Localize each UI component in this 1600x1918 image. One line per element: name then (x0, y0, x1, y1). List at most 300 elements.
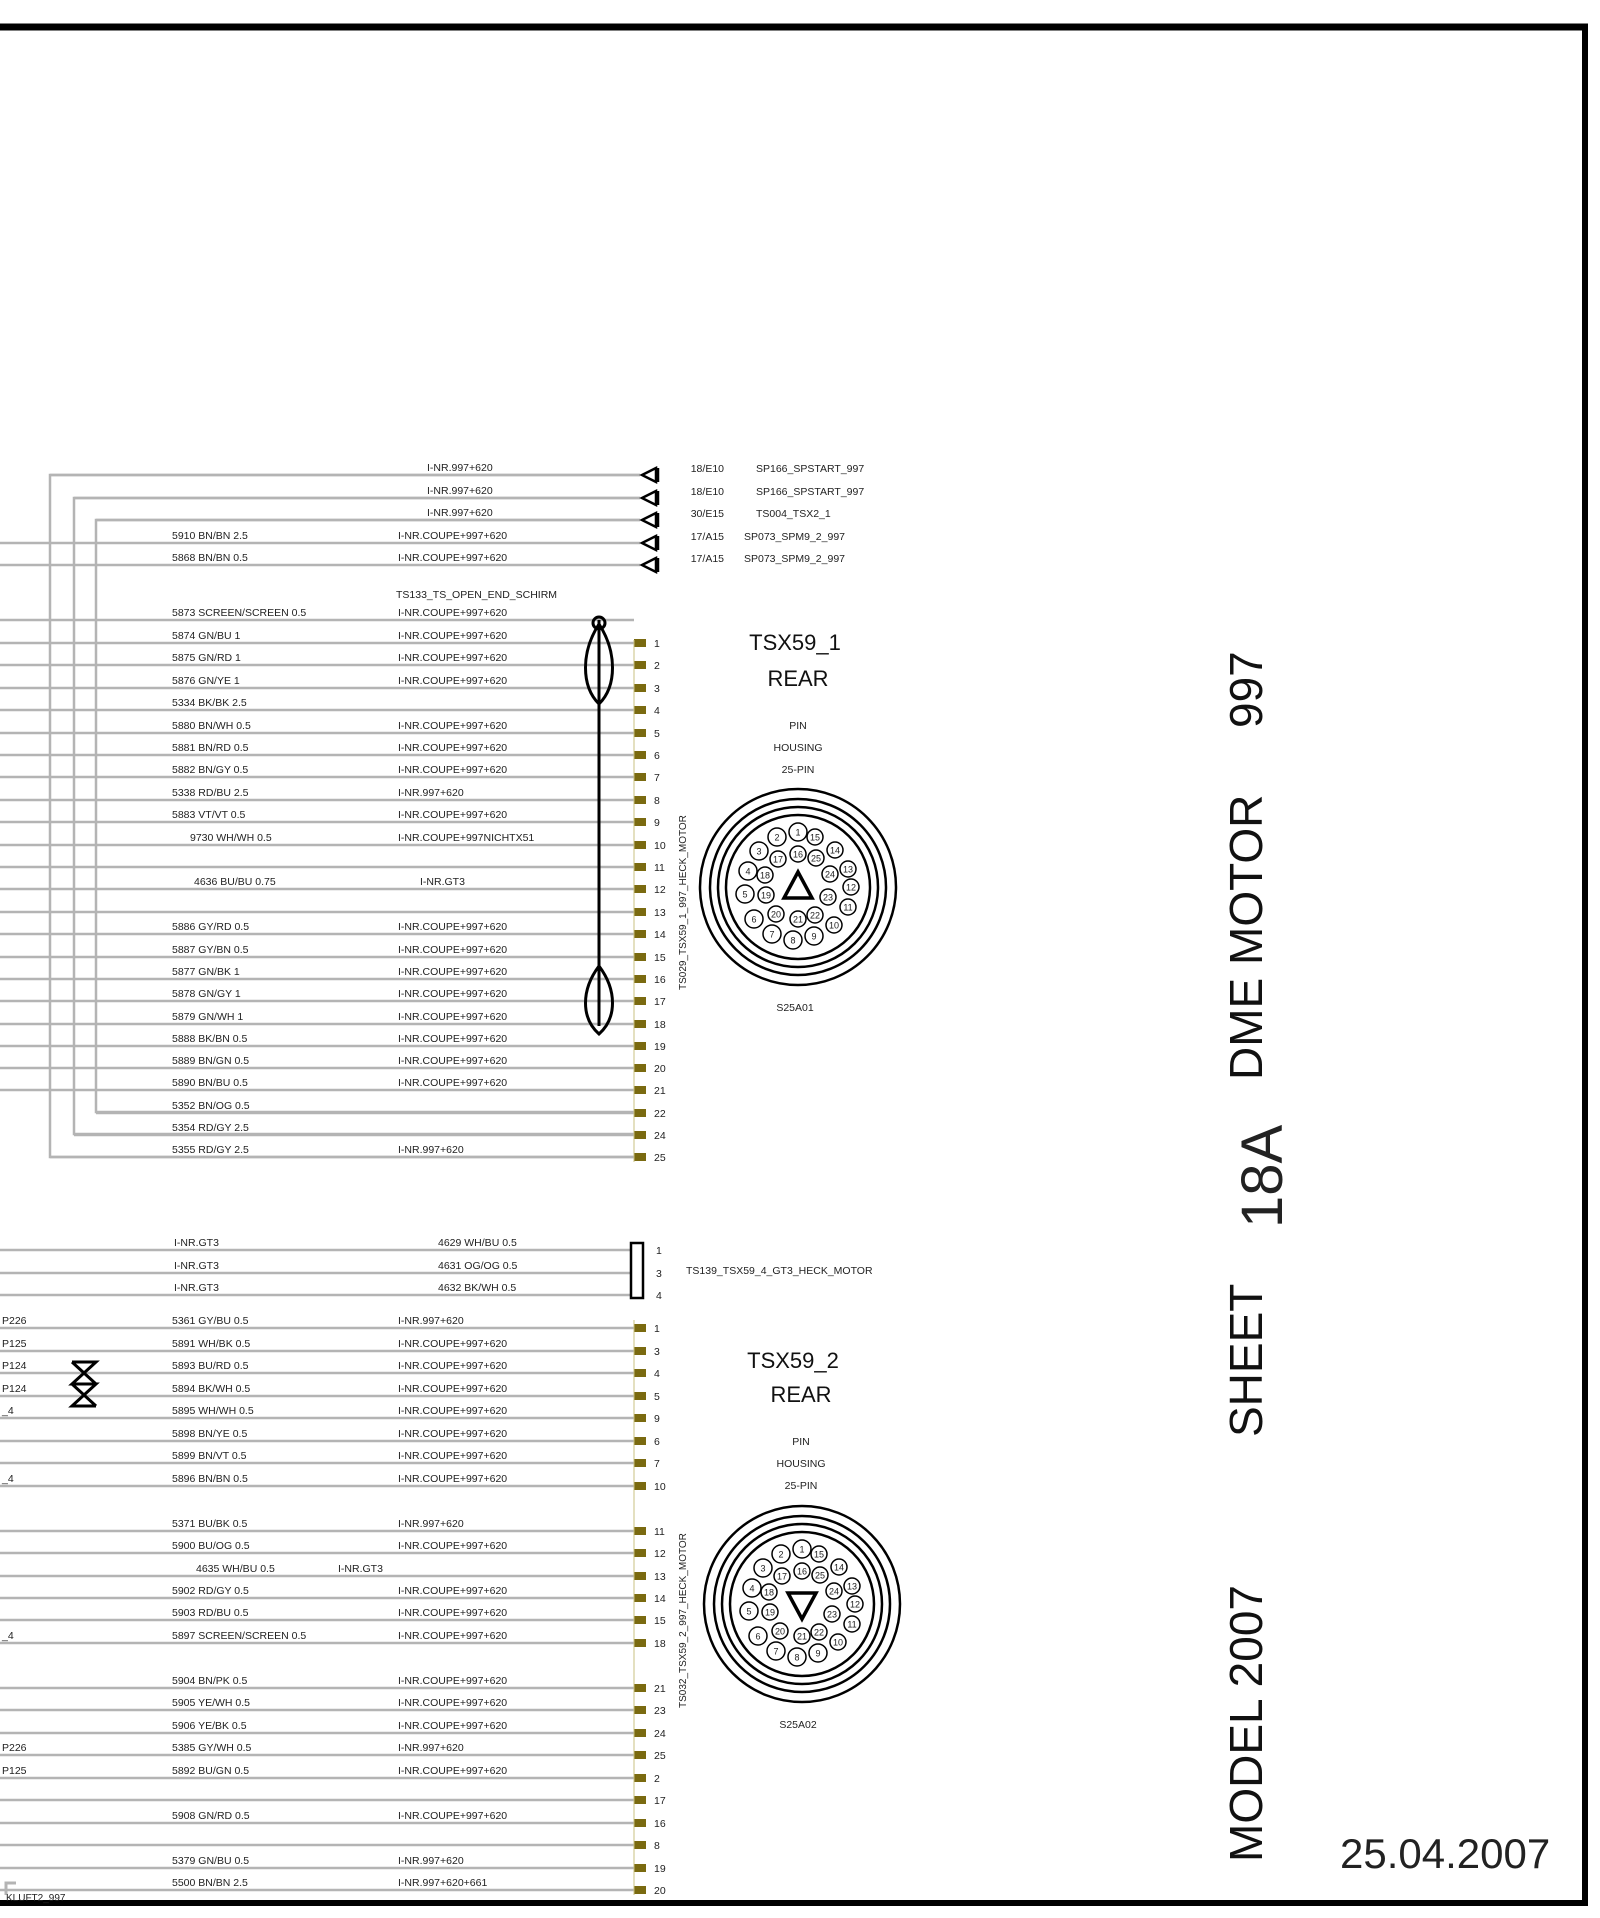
wire-label: 5334 BK/BK 2.5 (172, 697, 247, 709)
page-ref: 17/A15 (690, 531, 724, 543)
pin-terminal (634, 751, 646, 759)
pin-number: 11 (654, 1526, 665, 1538)
offpage-arrow-icon (642, 468, 658, 482)
wire-note: I-NR.997+620 (427, 485, 493, 497)
page-ref: 18/E10 (690, 486, 724, 498)
wire-note: I-NR.COUPE+997+620 (398, 652, 508, 664)
pin-cavity-number: 13 (846, 1581, 858, 1592)
pin-number: 1 (656, 1245, 662, 1257)
connector2-info-2: HOUSING (776, 1458, 826, 1470)
wire-label: 5875 GN/RD 1 (172, 652, 241, 664)
offpage-arrow-icon (642, 513, 658, 527)
pin-terminal (634, 1841, 646, 1849)
pin-number: 5 (654, 1391, 660, 1403)
connector1-face-icon (700, 789, 896, 985)
housing-ring (704, 1506, 900, 1702)
pin-number: 9 (654, 1413, 660, 1425)
pin-number: 5 (654, 728, 660, 740)
wire-label: 5902 RD/GY 0.5 (172, 1585, 249, 1597)
pin-number: 23 (654, 1705, 666, 1717)
wire-label: 5500 BN/BN 2.5 (172, 1877, 248, 1889)
pin-terminal (634, 953, 646, 961)
wire-note: I-NR.COUPE+997+620 (398, 552, 508, 564)
wire-label: 5878 GN/GY 1 (172, 988, 241, 1000)
pin-terminal (634, 1616, 646, 1624)
left-ref: _4 (2, 1630, 14, 1642)
pin-cavity-number: 9 (815, 1648, 821, 1659)
wire-label: 5896 BN/BN 0.5 (172, 1473, 248, 1485)
wire-note: I-NR.COUPE+997+620 (398, 1540, 508, 1552)
wire-label: 5886 GY/RD 0.5 (172, 921, 250, 933)
pin-cavity-number: 12 (845, 882, 857, 893)
target-label: TS004_TSX2_1 (756, 508, 831, 520)
pin-cavity-number: 3 (756, 846, 762, 857)
pin-terminal (634, 729, 646, 737)
wire-note: I-NR.COUPE+997+620 (398, 1077, 508, 1089)
sheet-number: 18A (1230, 1124, 1295, 1228)
pin-number: 8 (654, 795, 660, 807)
connector2-side-label: TS032_TSX59_2_997_HECK_MOTOR (678, 1533, 689, 1708)
pin-terminal (634, 885, 646, 893)
wire-note: I-NR.COUPE+997+620 (398, 944, 508, 956)
connector2-wires (0, 1315, 666, 1897)
wire-note: I-NR.COUPE+997+620 (398, 1720, 508, 1732)
pin-terminal (634, 1369, 646, 1377)
pin-cavity-number: 10 (828, 920, 840, 931)
pin-number: 10 (654, 840, 666, 852)
pin-cavity-number: 11 (847, 1619, 857, 1630)
left-ref: _4 (2, 1473, 14, 1485)
connector1-part: S25A01 (776, 1002, 814, 1014)
connector1-info-2: HOUSING (773, 742, 823, 754)
wire-note: I-NR.997+620 (398, 1315, 464, 1327)
page-ref: 30/E15 (690, 508, 724, 520)
pin-number: 19 (654, 1863, 666, 1875)
pin-cavity-number: 12 (849, 1599, 861, 1610)
pin-terminal (634, 1572, 646, 1580)
left-ref: P124 (2, 1360, 27, 1372)
wire-label: 5379 GN/BU 0.5 (172, 1855, 250, 1867)
pin-cavity-number: 2 (778, 1549, 784, 1560)
shield-label: TS133_TS_OPEN_END_SCHIRM (396, 589, 558, 601)
wire-note: I-NR.GT3 (174, 1282, 219, 1294)
wire-note: I-NR.COUPE+997+620 (398, 921, 508, 933)
pin-number: 18 (654, 1019, 666, 1031)
wire-note: I-NR.COUPE+997+620 (398, 630, 508, 642)
pin-cavity-number: 13 (842, 864, 854, 875)
pin-terminal (634, 1459, 646, 1467)
pin-cavity-number: 6 (755, 1631, 761, 1642)
pin-terminal (634, 1109, 646, 1117)
wire-note: I-NR.997+620 (427, 462, 493, 474)
pin-number: 18 (654, 1638, 666, 1650)
left-ref: P226 (2, 1742, 27, 1754)
connector1-name: TSX59_1 (749, 630, 841, 655)
key-triangle-icon (784, 872, 812, 898)
pin-cavity-number: 25 (814, 1570, 826, 1581)
connector2-info-3: 25-PIN (784, 1480, 818, 1492)
model-label: MODEL 2007 (1220, 1585, 1272, 1862)
pin-terminal (634, 796, 646, 804)
pin-terminal (634, 997, 646, 1005)
wire-label: 5868 BN/BN 0.5 (172, 552, 248, 564)
pin-cavity-number: 5 (746, 1606, 752, 1617)
wire-label: 5355 RD/GY 2.5 (172, 1144, 249, 1156)
connector1-info-3: 25-PIN (781, 764, 815, 776)
pin-terminal (634, 841, 646, 849)
pin-cavity-number: 17 (776, 1571, 788, 1582)
subject-label: DME MOTOR (1220, 794, 1272, 1080)
pin-terminal (634, 1549, 646, 1557)
wire-note: I-NR.COUPE+997+620 (398, 607, 508, 619)
wire-note: I-NR.COUPE+997+620 (398, 1450, 508, 1462)
pin-number: 1 (654, 638, 660, 650)
pin-number: 11 (654, 862, 665, 874)
pin-terminal (634, 818, 646, 826)
pin-cavity-number: 2 (774, 832, 780, 843)
reference-rows (0, 462, 864, 572)
wire-label: 5905 YE/WH 0.5 (172, 1697, 251, 1709)
target-label: SP073_SPM9_2_997 (744, 531, 845, 543)
wire-label: 5876 GN/YE 1 (172, 675, 240, 687)
pin-number: 25 (654, 1750, 666, 1762)
pin-cavity-number: 1 (799, 1544, 805, 1555)
wire-note: I-NR.997+620 (398, 787, 464, 799)
wire-label: 4635 WH/BU 0.5 (196, 1563, 275, 1575)
wire-label: 5894 BK/WH 0.5 (172, 1383, 251, 1395)
wire-note: I-NR.COUPE+997+620 (398, 809, 508, 821)
bottom-left-label: KLUFT2_997 (6, 1893, 66, 1904)
pin-number: 17 (654, 996, 666, 1008)
wire-note: I-NR.COUPE+997+620 (398, 1697, 508, 1709)
pin-number: 20 (654, 1885, 666, 1897)
left-ref: P125 (2, 1338, 27, 1350)
pin-cavity-number: 17 (772, 854, 784, 865)
wire-label: 5371 BU/BK 0.5 (172, 1518, 248, 1530)
wire-label: 5900 BU/OG 0.5 (172, 1540, 250, 1552)
pin-cavity-number: 24 (824, 869, 836, 880)
wire-note: I-NR.COUPE+997+620 (398, 1011, 508, 1023)
pin-terminal (634, 908, 646, 916)
pin-terminal (634, 706, 646, 714)
pin-number: 12 (654, 1548, 666, 1560)
wire-note: I-NR.COUPE+997+620 (398, 1383, 508, 1395)
pin-terminal (634, 1751, 646, 1759)
pin-number: 9 (654, 817, 660, 829)
wire-note: I-NR.COUPE+997+620 (398, 1055, 508, 1067)
wire-note: I-NR.GT3 (174, 1260, 219, 1272)
wire-note: I-NR.997+620 (398, 1855, 464, 1867)
pin-cavity-number: 5 (742, 889, 748, 900)
connector2-face-icon (704, 1506, 900, 1702)
twisted-pair-symbol (586, 617, 613, 1034)
pin-cavity-number: 21 (796, 1631, 808, 1642)
connector2-sub: REAR (770, 1382, 832, 1407)
pin-number: 21 (654, 1085, 666, 1097)
return-wires (50, 475, 640, 1157)
wire-label: 5891 WH/BK 0.5 (172, 1338, 251, 1350)
target-label: SP166_SPSTART_997 (756, 463, 865, 475)
wire-note: I-NR.COUPE+997+620 (398, 1675, 508, 1687)
offpage-arrow-icon (642, 491, 658, 505)
pin-cavity-number: 1 (795, 827, 801, 838)
wire-label: 9730 WH/WH 0.5 (190, 832, 272, 844)
wire-label: 5877 GN/BK 1 (172, 966, 240, 978)
housing-ring (700, 789, 896, 985)
offpage-arrow-icon (642, 536, 658, 550)
pin-cavity-number: 19 (764, 1607, 776, 1618)
pin-terminal (634, 1347, 646, 1355)
pin-cavity-number: 18 (759, 870, 771, 881)
pin-number: 2 (654, 660, 660, 672)
date-label: 25.04.2007 (1340, 1830, 1551, 1877)
pin-terminal (634, 1020, 646, 1028)
pin-number: 16 (654, 974, 666, 986)
target-label: SP073_SPM9_2_997 (744, 553, 845, 565)
wire-label: 5888 BK/BN 0.5 (172, 1033, 248, 1045)
wire-label: 5904 BN/PK 0.5 (172, 1675, 248, 1687)
pin-cavity-number: 7 (773, 1646, 779, 1657)
pin-cavity-number: 18 (763, 1587, 775, 1598)
pin-number: 24 (654, 1728, 666, 1740)
pin-cavity-number: 6 (751, 914, 757, 925)
connector1-wires (0, 607, 666, 1164)
pin-number: 4 (654, 705, 660, 717)
connector2-part: S25A02 (779, 1719, 817, 1731)
pin-number: 13 (654, 907, 666, 919)
wire-label: 5903 RD/BU 0.5 (172, 1607, 249, 1619)
wire-label: 5893 BU/RD 0.5 (172, 1360, 249, 1372)
offpage-arrow-icon (642, 558, 658, 572)
wire-label: 5906 YE/BK 0.5 (172, 1720, 247, 1732)
pin-cavity-number: 3 (760, 1563, 766, 1574)
pin-terminal (634, 975, 646, 983)
pin-terminal (634, 1594, 646, 1602)
wire-note: I-NR.997+620 (398, 1144, 464, 1156)
pin-number: 16 (654, 1818, 666, 1830)
pin-cavity-number: 23 (822, 892, 834, 903)
connector2-info-1: PIN (792, 1436, 810, 1448)
pin-cavity-number: 10 (832, 1637, 844, 1648)
pin-terminal (634, 1639, 646, 1647)
wire-label: 5879 GN/WH 1 (172, 1011, 244, 1023)
wire-note: I-NR.COUPE+997+620 (398, 966, 508, 978)
pin-number: 17 (654, 1795, 666, 1807)
pin-terminal (634, 1042, 646, 1050)
wire-label: 5897 SCREEN/SCREEN 0.5 (172, 1630, 307, 1642)
pin-number: 7 (654, 1458, 660, 1470)
pin-cavity-number: 19 (760, 890, 772, 901)
pin-number: 12 (654, 884, 666, 896)
pin-number: 3 (656, 1268, 662, 1280)
pin-number: 20 (654, 1063, 666, 1075)
pin-cavity-number: 8 (790, 935, 796, 946)
wire-note: I-NR.COUPE+997+620 (398, 1607, 508, 1619)
wire-note: I-NR.GT3 (338, 1563, 383, 1575)
wire-note: I-NR.GT3 (174, 1237, 219, 1249)
pin-terminal (634, 1774, 646, 1782)
wire-label: 5874 GN/BU 1 (172, 630, 241, 642)
pin-terminal (634, 1064, 646, 1072)
wire-label: 5352 BN/OG 0.5 (172, 1100, 250, 1112)
left-ref: _4 (2, 1405, 14, 1417)
pin-cavity-number: 16 (796, 1566, 808, 1577)
pin-number: 21 (654, 1683, 666, 1695)
pin-terminal (634, 639, 646, 647)
pin-terminal (634, 1131, 646, 1139)
pin-cavity-number: 23 (826, 1609, 838, 1620)
wire-note: I-NR.COUPE+997+620 (398, 1033, 508, 1045)
pin-terminal (634, 1437, 646, 1445)
wire-label: 5882 BN/GY 0.5 (172, 764, 249, 776)
pin-cavity-number: 20 (770, 909, 782, 920)
key-triangle-icon (788, 1593, 816, 1619)
wire-note: I-NR.COUPE+997+620 (398, 1630, 508, 1642)
pin-cavity-number: 4 (749, 1583, 755, 1594)
pin-cavity-number: 14 (833, 1562, 845, 1573)
wire-label: 5883 VT/VT 0.5 (172, 809, 246, 821)
gt3-label: TS139_TSX59_4_GT3_HECK_MOTOR (686, 1265, 873, 1277)
pin-cavity-number: 9 (811, 931, 817, 942)
pin-cavity-number: 20 (774, 1626, 786, 1637)
pin-number: 10 (654, 1481, 666, 1493)
pin-terminal (634, 863, 646, 871)
wire-label: 5892 BU/GN 0.5 (172, 1765, 250, 1777)
pin-number: 3 (654, 1346, 660, 1358)
pin-terminal (634, 1684, 646, 1692)
wire-note: I-NR.COUPE+997+620 (398, 742, 508, 754)
pin-number: 4 (656, 1290, 662, 1302)
target-label: SP166_SPSTART_997 (756, 486, 865, 498)
pin-number: 6 (654, 750, 660, 762)
gt3-connector-box (631, 1243, 643, 1298)
twist-marker-icon (72, 1362, 96, 1406)
pin-cavity-number: 25 (810, 853, 822, 864)
pin-cavity-number: 11 (843, 902, 853, 913)
pin-terminal (634, 1706, 646, 1714)
wire-label: 4629 WH/BU 0.5 (438, 1237, 517, 1249)
pin-terminal (634, 1886, 646, 1894)
wire-label: 5889 BN/GN 0.5 (172, 1055, 250, 1067)
type-label: 997 (1220, 651, 1272, 728)
pin-number: 15 (654, 1615, 666, 1627)
pin-number: 7 (654, 772, 660, 784)
connector1-side-label: TS029_TSX59_1_997_HECK_MOTOR (678, 815, 689, 990)
pin-terminal (634, 1324, 646, 1332)
page-ref: 18/E10 (690, 463, 724, 475)
wire-label: 5890 BN/BU 0.5 (172, 1077, 248, 1089)
pin-cavity-number: 22 (809, 910, 821, 921)
wire-label: 5385 GY/WH 0.5 (172, 1742, 252, 1754)
wire-note: I-NR.997+620 (398, 1742, 464, 1754)
wire-note: I-NR.COUPE+997+620 (398, 988, 508, 1000)
wire-label: 5898 BN/YE 0.5 (172, 1428, 248, 1440)
wire-note: I-NR.COUPE+997+620 (398, 1585, 508, 1597)
wire-note: I-NR.COUPE+997+620 (398, 675, 508, 687)
pin-cavity-number: 14 (829, 845, 841, 856)
pin-terminal (634, 1729, 646, 1737)
pin-cavity-number: 15 (809, 832, 821, 843)
wire-label: 5895 WH/WH 0.5 (172, 1405, 254, 1417)
pin-number: 14 (654, 929, 666, 941)
wire-label: 5338 RD/BU 2.5 (172, 787, 249, 799)
pin-cavity-number: 16 (792, 849, 804, 860)
wire-label: 5354 RD/GY 2.5 (172, 1122, 249, 1134)
pin-cavity-number: 8 (794, 1652, 800, 1663)
connector2-name: TSX59_2 (747, 1348, 839, 1373)
pin-terminal (634, 1796, 646, 1804)
wire-note: I-NR.COUPE+997+620 (398, 1405, 508, 1417)
pin-number: 13 (654, 1571, 666, 1583)
wire-label: 5873 SCREEN/SCREEN 0.5 (172, 607, 307, 619)
pin-terminal (634, 684, 646, 692)
pin-number: 25 (654, 1152, 666, 1164)
pin-number: 14 (654, 1593, 666, 1605)
pin-terminal (634, 773, 646, 781)
pin-terminal (634, 1864, 646, 1872)
wire-label: 5881 BN/RD 0.5 (172, 742, 249, 754)
wire-note: I-NR.COUPE+997+620 (398, 1473, 508, 1485)
pin-number: 4 (654, 1368, 660, 1380)
wire-note: I-NR.COUPE+997+620 (398, 764, 508, 776)
gt3-wires (0, 1237, 662, 1302)
wire-label: 5361 GY/BU 0.5 (172, 1315, 249, 1327)
wire-note: I-NR.GT3 (420, 876, 465, 888)
wire-note: I-NR.COUPE+997+620 (398, 1360, 508, 1372)
wire-label: 4632 BK/WH 0.5 (438, 1282, 517, 1294)
pin-terminal (634, 1392, 646, 1400)
pin-number: 15 (654, 952, 666, 964)
wire-label: 4636 BU/BU 0.75 (194, 876, 276, 888)
pin-terminal (634, 1527, 646, 1535)
wire-note: I-NR.COUPE+997+620 (398, 720, 508, 732)
wire-note: I-NR.997+620 (398, 1518, 464, 1530)
wire-note: I-NR.COUPE+997+620 (398, 1338, 508, 1350)
pin-terminal (634, 1153, 646, 1161)
pin-number: 24 (654, 1130, 666, 1142)
pin-number: 2 (654, 1773, 660, 1785)
sheet-label: SHEET (1220, 1283, 1272, 1437)
pin-terminal (634, 1414, 646, 1422)
pin-number: 8 (654, 1840, 660, 1852)
wire-label: 5899 BN/VT 0.5 (172, 1450, 247, 1462)
pin-cavity-number: 24 (828, 1586, 840, 1597)
wire-label: 4631 OG/OG 0.5 (438, 1260, 518, 1272)
pin-terminal (634, 930, 646, 938)
pin-number: 22 (654, 1108, 666, 1120)
pin-number: 1 (654, 1323, 660, 1335)
connector1-sub: REAR (767, 666, 829, 691)
pin-number: 6 (654, 1436, 660, 1448)
wire-note: I-NR.COUPE+997+620 (398, 530, 508, 542)
pin-number: 19 (654, 1041, 666, 1053)
wire-label: 5910 BN/BN 2.5 (172, 530, 248, 542)
wire-note: I-NR.997+620 (427, 507, 493, 519)
pin-terminal (634, 1086, 646, 1094)
wire-note: I-NR.COUPE+997NICHTX51 (398, 832, 535, 844)
left-ref: P124 (2, 1383, 27, 1395)
pin-cavity-number: 15 (813, 1549, 825, 1560)
pin-cavity-number: 22 (813, 1627, 825, 1638)
wire-note: I-NR.COUPE+997+620 (398, 1810, 508, 1822)
pin-cavity-number: 7 (769, 929, 775, 940)
pin-cavity-number: 4 (745, 866, 751, 877)
wire-label: 5887 GY/BN 0.5 (172, 944, 249, 956)
pin-terminal (634, 1819, 646, 1827)
wire-label: 5880 BN/WH 0.5 (172, 720, 251, 732)
left-ref: P226 (2, 1315, 27, 1327)
connector1-info-1: PIN (789, 720, 807, 732)
